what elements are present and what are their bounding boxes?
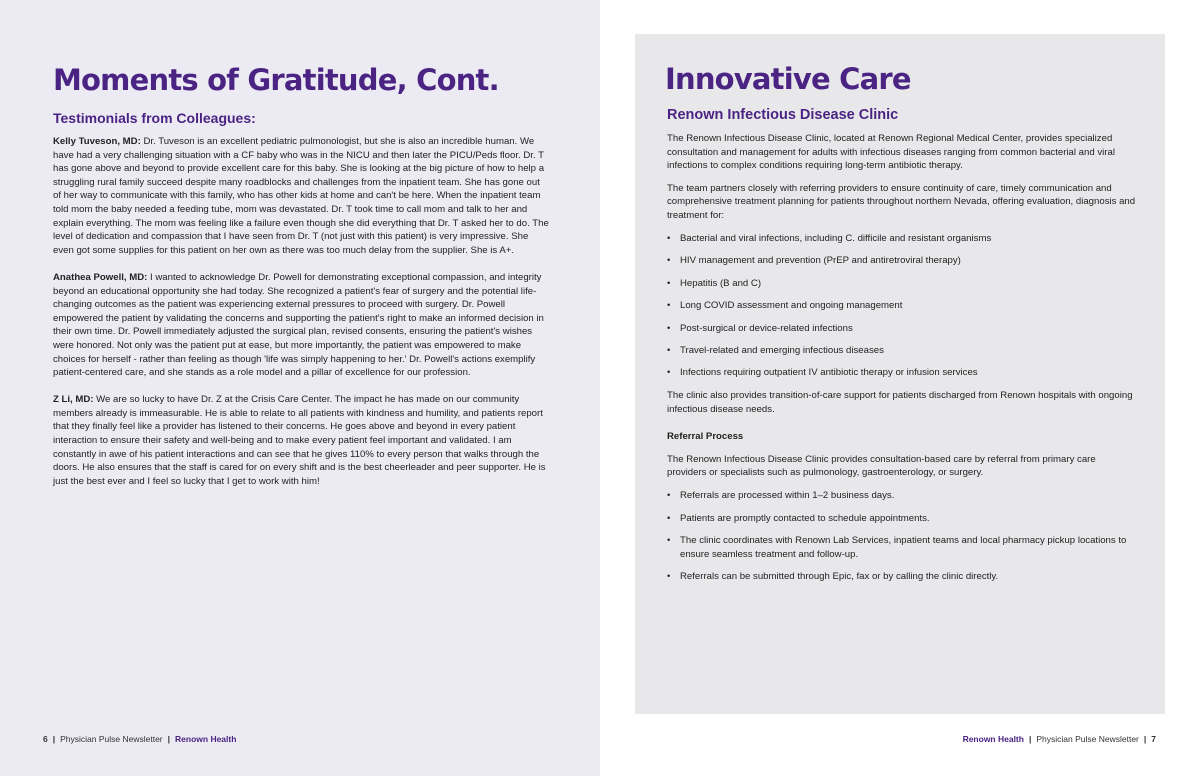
list-item — [667, 344, 1137, 358]
testimonial-text: Dr. Tuveson is an excellent pediatric pulmonologist, but she is also an incredible human. We have had a very challenging situation with a CF baby who was in the NICU and then later the PICU/Peds floor. Dr. T has gone above and beyond to provide excellent care for this baby. She is looking at the big picture of how to help a struggling rural family succeed despite many roadblocks and challenges from the inpatient team. She has gone out of her way to communicate with this family, who has other kids at home and can't be here. When the inpatient team told mom the baby needed a feeding tube, mom was devastated. Dr. T took time to call mom and talk to her and explain everything. The mom was feeling like a failure even though she did everything that Dr. T asked her to do. The level of dedication and compassion that I have seen from Dr. T (not just with this patient) is very impressive. She even got some supplies for this patient on her own as there was too much delay from the supplier. She is A+. — [53, 136, 549, 256]
footer-separator: | — [1143, 734, 1147, 744]
list-item-text: Long COVID assessment and ongoing management — [680, 300, 903, 312]
transition-paragraph: The clinic also provides transition-of-care support for patients discharged from Renown hospitals with ongoing infectious disease needs. — [667, 390, 1133, 415]
clinic-heading: Renown Infectious Disease Clinic — [667, 107, 899, 123]
intro-paragraph: The Renown Infectious Disease Clinic, located at Renown Regional Medical Center, provides specialized consultation and management for adults with infectious diseases ranging from common bacterial and viral infections to complex conditions requiring long-term antibiotic therapy. — [667, 133, 1115, 172]
list-item — [667, 366, 1137, 380]
testimonial-text: I wanted to acknowledge Dr. Powell for demonstrating exceptional compassion, and integrity beyond an educational opportunity she had today. She recognized a patient's fear of surgery and the potential life-changing outcomes as the patient was experiencing external pressures to proceed with surgery. Dr. Powell empowered the patient by validating the concerns and supporting the patient's right to make an informed decision in their own time. Dr. Powell immediately adjusted the surgical plan, revised consents, ensuring the patient's wishes were honored. Not only was the patient put at ease, but more importantly, the patient was empowered to make choices for herself - rather than feeling as though 'life was simply happening to her.' Dr. Powell's actions exemplify patient-centered care, and she stands as a role model and a pillar of excellence for our profession. — [53, 271, 544, 379]
bullet-icon: • — [667, 512, 671, 524]
partners-paragraph: The team partners closely with referring providers to ensure continuity of care, timely communication and comprehensive treatment planning for patients throughout northern Nevada, offering evaluation, diagnosis and treatment for: — [667, 182, 1136, 221]
testimonials-body — [53, 135, 550, 502]
list-item — [667, 570, 1137, 584]
list-item-text: Referrals can be submitted through Epic, fax or by calling the clinic directly. — [680, 571, 999, 583]
testimonial-tuveson — [53, 135, 550, 257]
bullet-icon: • — [667, 535, 671, 546]
list-item — [667, 232, 1137, 246]
referral-heading: Referral Process — [667, 431, 744, 443]
list-item — [667, 299, 1137, 313]
list-item — [667, 322, 1137, 336]
list-item — [667, 534, 1137, 561]
footer-left — [43, 733, 236, 745]
list-item-text: Patients are promptly contacted to schedule appointments. — [680, 512, 930, 524]
list-item — [667, 254, 1137, 268]
list-item — [667, 489, 1137, 503]
newsletter-name: Physician Pulse Newsletter — [60, 734, 163, 744]
content-panel — [635, 34, 1165, 714]
bullet-icon: • — [667, 322, 671, 334]
brand-name: Renown Health — [962, 734, 1024, 744]
list-item-text: Referrals are processed within 1–2 business days. — [680, 490, 895, 502]
page-number: 6 — [43, 734, 48, 744]
testimonial-author: Anathea Powell, MD: — [53, 271, 148, 283]
brand-name: Renown Health — [175, 734, 237, 744]
referral-list — [667, 489, 1137, 584]
services-list — [667, 232, 1137, 381]
testimonial-text: We are so lucky to have Dr. Z at the Crisis Care Center. The impact he has made on our community members already is immeasurable. He is able to relate to all patients with kindness and humility, and patients report that they finally feel like a provider has listened to their concerns. He goes above and beyond in every patient interaction to ensure their safety and well-being and to make every patient feel important and validated. I am constantly in awe of his patient interactions and can see that he gives 110% to every person that walks through the doors. He also ensures that the staff is cared for on every shift and is the best cheerleader and peer supporter. He is just the best ever and I feel so lucky that I get to work with him! — [53, 394, 546, 487]
footer-separator: | — [1028, 734, 1032, 744]
list-item-text: Travel-related and emerging infectious diseases — [680, 344, 884, 356]
list-item-text: Bacterial and viral infections, including C. difficile and resistant organisms — [680, 232, 992, 244]
list-item-text: The clinic coordinates with Renown Lab Services, inpatient teams and local pharmacy pickup locations to ensure seamless treatment and follow-up. — [680, 535, 1127, 560]
testimonial-author: Kelly Tuveson, MD: — [53, 136, 141, 147]
testimonials-heading: Testimonials from Colleagues: — [53, 110, 256, 126]
bullet-icon: • — [667, 344, 671, 356]
testimonial-powell — [53, 271, 550, 380]
page-title-left: Moments of Gratitude, Cont. — [53, 63, 499, 97]
newsletter-name: Physician Pulse Newsletter — [1036, 734, 1139, 744]
referral-paragraph: The Renown Infectious Disease Clinic provides consultation-based care by referral from primary care providers or specialists such as pulmonology, gastroenterology, or surgery. — [667, 453, 1096, 479]
page-title-right: Innovative Care — [665, 62, 911, 96]
bullet-icon: • — [667, 255, 671, 267]
footer-separator: | — [167, 734, 171, 744]
footer-separator: | — [52, 734, 56, 744]
bullet-icon: • — [667, 571, 671, 583]
list-item-text: Infections requiring outpatient IV antibiotic therapy or infusion services — [680, 367, 978, 379]
bullet-icon: • — [667, 490, 671, 502]
bullet-icon: • — [667, 367, 671, 379]
testimonial-li — [53, 393, 550, 488]
bullet-icon: • — [667, 232, 671, 244]
bullet-icon: • — [667, 300, 671, 312]
list-item — [667, 277, 1137, 291]
footer-right — [963, 733, 1156, 745]
list-item-text: Post-surgical or device-related infections — [680, 322, 853, 334]
page-number: 7 — [1151, 734, 1156, 744]
clinic-body — [667, 132, 1137, 593]
list-item-text: Hepatitis (B and C) — [680, 277, 762, 289]
list-item-text: HIV management and prevention (PrEP and antiretroviral therapy) — [680, 255, 961, 267]
list-item — [667, 512, 1137, 526]
right-page — [600, 0, 1200, 776]
testimonial-author: Z Li, MD: — [53, 394, 94, 406]
bullet-icon: • — [667, 277, 671, 289]
